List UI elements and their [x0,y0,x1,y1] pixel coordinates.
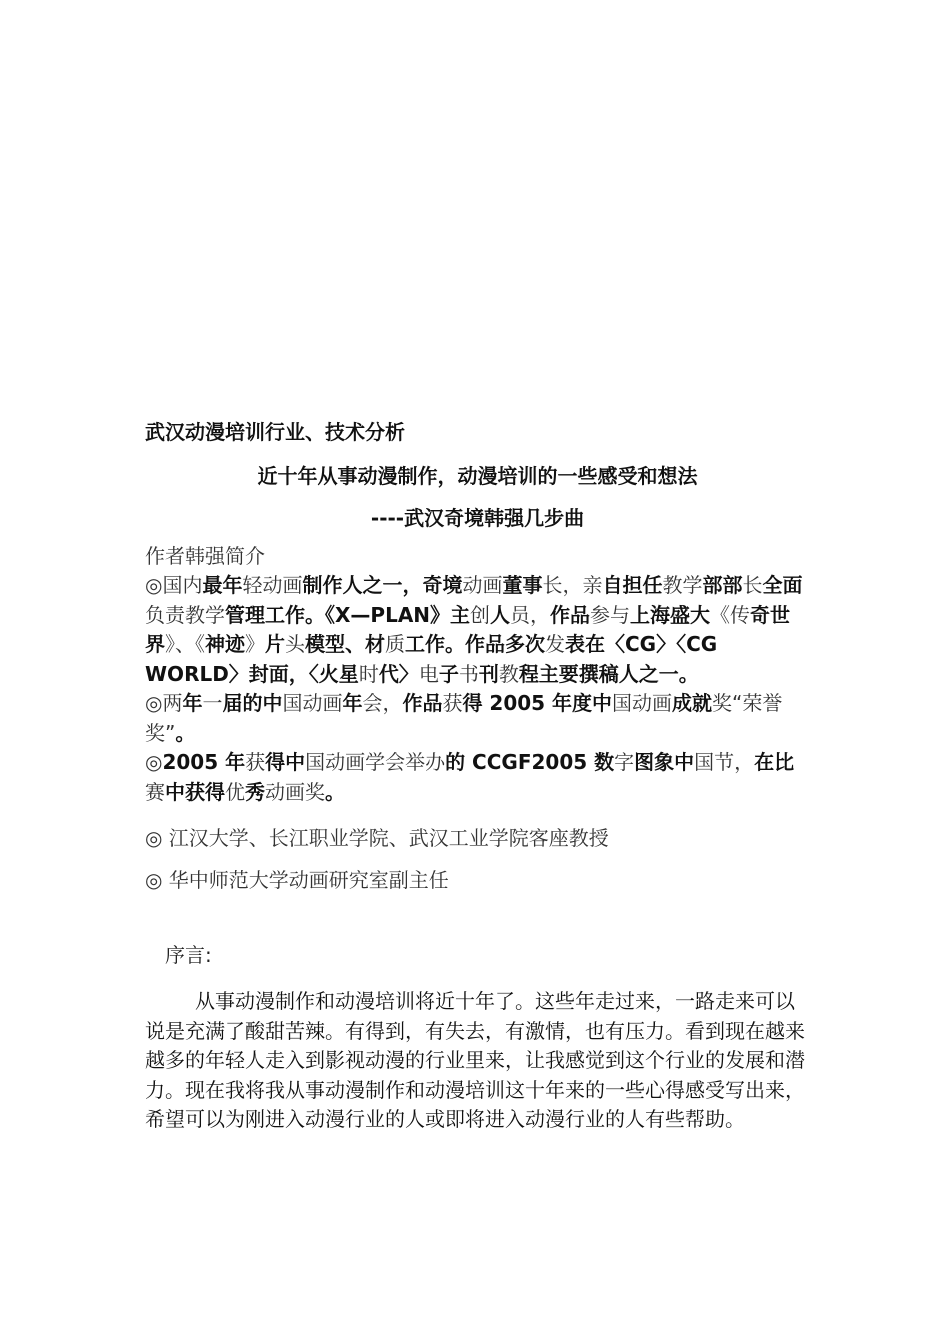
text-run: 字 [614,750,635,774]
text-run: ◎两 [145,691,183,715]
text-run: 赛 [145,779,165,804]
text-run: 电 [418,661,439,686]
text-run: 作品 [402,691,443,715]
text-run: 。 [325,779,345,804]
text-run: 国动画学会举办 [305,750,446,774]
text-run: 全面 [762,573,803,597]
text-run: 时 [358,661,379,686]
text-run: 子 [438,661,459,686]
text-run: 获 [442,691,463,715]
text-run: 的中 [242,691,283,715]
text-run: 在比 [754,750,795,774]
text-run: 发 [545,632,565,656]
text-run: 片 [265,632,285,656]
text-run: 刊 [478,661,499,686]
text-run: 秀 [245,779,265,804]
text-run: 动画 [462,573,503,597]
text-run: 作品 [550,602,591,627]
text-run: 年 [342,691,363,715]
text-run: 动画奖 [265,779,325,804]
text-run: 人 [490,602,511,627]
text-run: 最年 [202,573,243,597]
text-run: 员， [510,602,551,627]
text-run: 负责教学 [145,602,225,627]
text-run: 部部 [702,573,743,597]
text-run: ◎ [145,750,163,774]
text-run: 代〉 [378,661,419,686]
preface-body: 从事动漫制作和动漫培训将近十年了。这些年走过来，一路走来可以说是充满了酸甜苦辣。有得到，有失去，有激情，也有压力。看到现在越来越多的年轻人走入到影视动漫的行业里来，让我感觉到这个行业的发展和潜力。现在我将我从事动漫制作和动漫培训这十年来的一些心得感受写出来，希望可以为刚进入动漫行业的人或即将进入动漫行业的人有些帮助。 [145,989,805,1132]
bio-paragraph-3 [145,748,810,807]
text-run: 获得 [185,779,225,804]
text-run: 的 CCGF2005 数 [445,750,615,774]
text-run: 。 [175,720,196,745]
bio-paragraph-1 [145,571,810,689]
text-run: 程主要撰稿人之一。 [518,661,699,686]
text-run: 模型、材 [305,632,385,656]
bio-line-visiting-professor: ◎ 江汉大学、长江职业学院、武汉工业学院客座教授 [145,826,609,850]
text-run: 年 [182,691,203,715]
text-run: 质 [385,632,405,656]
text-run: 书 [458,661,479,686]
text-run: 得中 [265,750,306,774]
text-run: 国动画 [282,691,343,715]
text-run: 神迹 [205,632,245,656]
text-run: 自担任 [602,573,663,597]
text-run: 长 [742,573,763,597]
text-run: 》、《 [165,632,205,656]
text-run: 2005 年 [162,750,246,774]
text-run: 届 [222,691,243,715]
text-run: 获 [245,750,266,774]
text-run: 工作。作品多次 [405,632,545,656]
author-signature: ----武汉奇境韩强几步曲 [370,506,585,530]
text-run: 一 [202,691,223,715]
document-title: 武汉动漫培训行业、技术分析 [145,420,405,444]
text-run: 》 [245,632,265,656]
text-run: 轻动画 [242,573,303,597]
text-run: 图 [634,750,655,774]
text-run: 优 [225,779,245,804]
text-run: 成就 [672,691,713,715]
text-run: 《传 [710,602,751,627]
text-run: 中 [165,779,185,804]
text-run: 制作人之一，奇境 [302,573,463,597]
text-run: 表在〈CG〉〈CG WORLD〉封面，〈火星 [145,632,718,686]
text-run: 会， [362,691,403,715]
text-run: 董事 [502,573,543,597]
document-subtitle: 近十年从事动漫制作，动漫培训的一些感受和想法 [257,464,698,488]
bio-line-deputy-director: ◎ 华中师范大学动画研究室副主任 [145,868,449,892]
document-content [145,418,810,1135]
text-run: 奇世界 [145,602,791,656]
text-run: 上海盛大 [630,602,711,627]
text-run: 教学 [662,573,703,597]
text-run: ◎国内 [145,573,203,597]
text-run: 管理工作。《X—PLAN》主 [225,602,471,627]
text-run: 国节， [694,750,755,774]
text-run: 长，亲 [542,573,603,597]
bio-heading: 作者韩强简介 [145,544,265,568]
text-run: 教 [498,661,519,686]
text-run: 奖“荣誉奖” [145,691,783,745]
text-run: 国动画 [612,691,673,715]
text-run: 象中 [654,750,695,774]
text-run: 创 [470,602,491,627]
text-run: 头 [285,632,305,656]
text-run: 参与 [590,602,631,627]
text-run: 得 2005 年度中 [462,691,613,715]
bio-paragraph-2 [145,689,810,748]
preface-label: 序言: [165,943,212,967]
